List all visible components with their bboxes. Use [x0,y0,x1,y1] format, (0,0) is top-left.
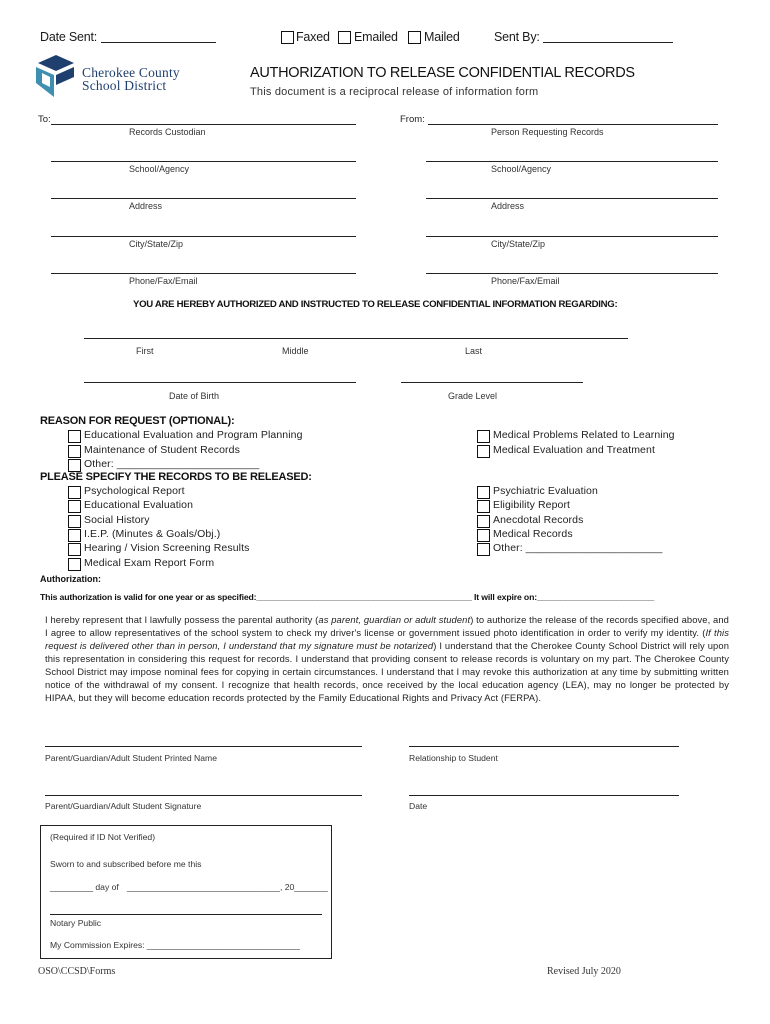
reason-left-checkbox-2[interactable] [68,445,81,458]
student-name-field[interactable] [84,338,628,339]
para-italic-2: If this request is delivered other than in person, I understand that my signature must be notarized [45,627,729,651]
notary-public-label: Notary Public [50,918,102,928]
para-italic-1: as parent, guardian or adult student [318,614,471,625]
authorization-paragraph [45,613,729,704]
notary-date-year[interactable]: ________________________________, 20_______ [127,882,328,892]
from-field-5-input[interactable] [426,273,718,274]
records-heading: PLEASE SPECIFY THE RECORDS TO BE RELEASED: [40,471,312,483]
records-right-option-1: Psychiatric Evaluation [493,485,598,497]
district-emblem-icon [34,53,76,99]
printed-name-field[interactable] [45,746,362,747]
from-field-4-input[interactable] [426,236,718,237]
reason-left-option-1: Educational Evaluation and Program Planning [84,429,303,441]
to-field-1-label: Records Custodian [129,127,206,137]
date-sent-label: Date Sent: [40,30,98,44]
records-right-option-4: Medical Records [493,527,573,540]
records-left-option-6: Medical Exam Report Form [84,556,215,569]
reason-right-option-1: Medical Problems Related to Learning [493,429,675,441]
release-instruction: YOU ARE HEREBY AUTHORIZED AND INSTRUCTED TO RELEASE CONFIDENTIAL INFORMATION REGARDING: [133,299,618,310]
to-field-5-label: Phone/Fax/Email [129,276,198,286]
to-field-2-input[interactable] [51,161,356,162]
from-field-1-input[interactable] [428,124,718,125]
to-field-3-input[interactable] [51,198,356,199]
reason-right-checkbox-2[interactable] [477,445,490,458]
notary-box [40,825,332,959]
footer-form-code: OSO\CCSD\Forms [38,966,116,977]
printed-name-label: Parent/Guardian/Adult Student Printed Name [45,753,217,763]
reason-right-checkbox-1[interactable] [477,430,490,443]
reason-left-option-2: Maintenance of Student Records [84,443,240,456]
records-right-option-2: Eligibility Report [493,499,571,512]
date-sent-field[interactable] [101,42,216,43]
authorization-label: Authorization: [40,574,101,584]
first-name-label: First [136,346,154,356]
reason-left-checkbox-1[interactable] [68,430,81,443]
records-left-option-4: I.E.P. (Minutes & Goals/Obj.) [84,527,221,540]
last-name-label: Last [465,346,483,356]
records-left-checkbox-6[interactable] [68,558,81,571]
faxed-checkbox[interactable] [281,31,294,44]
to-field-4-label: City/State/Zip [129,239,184,249]
records-right-checkbox-3[interactable] [477,515,490,528]
to-field-1-input[interactable] [51,124,356,125]
district-logo [34,53,214,99]
from-field-2-input[interactable] [426,161,718,162]
notary-commission[interactable]: My Commission Expires: ________________________________ [50,940,300,950]
records-left-checkbox-1[interactable] [68,486,81,499]
records-left-checkbox-5[interactable] [68,543,81,556]
mailed-checkbox[interactable] [408,31,421,44]
from-field-3-input[interactable] [426,198,718,199]
relationship-field[interactable] [409,746,679,747]
date-label: Date [409,801,428,811]
notary-signature-field[interactable] [50,914,322,915]
to-label: To: [38,114,51,125]
from-field-4-label: City/State/Zip [491,239,546,249]
logo-line-2: School District [82,78,167,93]
sent-by-label: Sent By: [494,30,540,44]
records-left-option-1: Psychological Report [84,485,185,497]
records-right-checkbox-2[interactable] [477,500,490,513]
to-field-2-label: School/Agency [129,164,190,174]
to-field-4-input[interactable] [51,236,356,237]
para-text-1: I hereby represent that I lawfully possess the parental authority ( [45,614,319,625]
from-field-5-label: Phone/Fax/Email [491,276,560,286]
sent-by-field[interactable] [543,42,673,43]
records-right-checkbox-1[interactable] [477,486,490,499]
dob-label: Date of Birth [169,391,220,401]
logo-line-1: Cherokee County [82,65,180,80]
signature-label: Parent/Guardian/Adult Student Signature [45,801,202,811]
para-text-2: ) to authorize the release of the records specified above, and I agree to allow representatives of the school system to check my driver's license or government issued photo identification in order to verify my identity. ( [45,614,729,638]
notary-day-of[interactable]: _________ day of [50,882,119,892]
emailed-label: Emailed [354,30,398,44]
page-subtitle: This document is a reciprocal release of information form [250,86,539,98]
to-field-5-input[interactable] [51,273,356,274]
reason-left-option-3: Other: ________________________ [84,458,260,470]
reason-heading: REASON FOR REQUEST (OPTIONAL): [40,415,235,427]
to-field-3-label: Address [129,201,163,211]
dob-field[interactable] [84,382,356,383]
records-right-option-5: Other: _______________________ [493,542,663,555]
grade-level-field[interactable] [401,382,583,383]
emailed-checkbox[interactable] [338,31,351,44]
records-right-checkbox-5[interactable] [477,543,490,556]
authorization-validity: This authorization is valid for one year or as specified:______________________________________________ It will expire on:_________________________ [40,592,655,602]
para-text-3: ) I understand that the Cherokee County School District will rely upon this representation in considering this request for records. I understand that providing consent to release records is voluntary on my part. The Cherokee County School District may impose nominal fees for copying in certain circumstances. I understand that I may revoke this authorization at any time by submitting written notice of the withdrawal of my consent. I recognize that health records, once received by the local education agency (LEA), may no longer be protected by HIPAA, but they will become education records protected by the Family Educational Rights and Privacy Act (FERPA). [45,640,730,703]
grade-level-label: Grade Level [448,391,498,401]
date-field[interactable] [409,795,679,796]
relationship-label: Relationship to Student [409,753,498,763]
from-field-2-label: School/Agency [491,164,552,174]
records-left-checkbox-3[interactable] [68,515,81,528]
records-right-option-3: Anecdotal Records [493,513,584,526]
reason-right-option-2: Medical Evaluation and Treatment [493,443,655,456]
faxed-label: Faxed [296,30,330,44]
from-field-3-label: Address [491,201,525,211]
notary-sworn: Sworn to and subscribed before me this [50,859,202,869]
records-right-checkbox-4[interactable] [477,529,490,542]
records-left-option-2: Educational Evaluation [84,499,194,512]
from-label: From: [400,114,425,125]
footer-revision: Revised July 2020 [547,966,621,977]
records-left-checkbox-4[interactable] [68,529,81,542]
mailed-label: Mailed [424,30,460,44]
records-left-option-3: Social History [84,513,150,526]
notary-required: (Required if ID Not Verified) [50,832,156,842]
middle-name-label: Middle [282,346,309,356]
records-left-checkbox-2[interactable] [68,500,81,513]
signature-field[interactable] [45,795,362,796]
from-field-1-label: Person Requesting Records [491,127,604,137]
page-title: AUTHORIZATION TO RELEASE CONFIDENTIAL RECORDS [250,65,635,81]
records-left-option-5: Hearing / Vision Screening Results [84,542,250,555]
